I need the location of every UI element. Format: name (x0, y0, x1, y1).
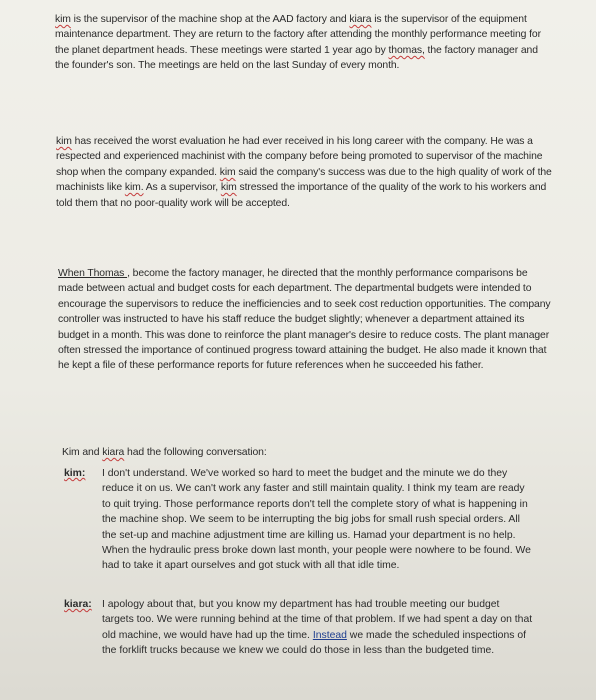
speech-text (102, 597, 534, 659)
speech-text: I don't understand. We've worked so hard to meet the budget and the minute we do they reduce it on us. We can't work any faster and still maintain quality. I think my team are ready to quit trying. Those performance reports don't tell the complete story of what is happening in the machine shop. We seem to be interrupting the big jobs for small rush special orders. All the set-up and machine adjustment time are killing us. Hamad your department is no help. When the hydraulic press broke down last month, your people were nowhere to be found. We had to take it apart ourselves and got stuck with all that idle time. (102, 468, 531, 572)
paragraph-text: , become the factory manager, he directed that the monthly performance comparisons be made between actual and budget costs for each department. The departmental budgets were intended to encourage the supervisors to reduce the inefficiencies and to seek cost reduction opportunities. The company controller was instructed to have his staff reduce the budget slightly; whenever a department attained its budget in a month. This was done to reinforce the plant manager's desire to reduce costs. The plant manager often stressed the importance of continued progress toward attaining the budget. He also made it known that he kept a file of these performance reports for future references when he succeeded his father. (58, 268, 551, 372)
name-kim: kim (56, 136, 72, 147)
conversation-intro (62, 445, 558, 460)
paragraph-text: the factory manager and the founder's son. The meetings are held on the last Sunday of every month. (55, 44, 538, 72)
paragraph-text: is the supervisor of the equipment maintenance department. They are return to the factory after attending the monthly performance meeting for the planet department heads. These meetings were started 1 year ago by (55, 14, 541, 56)
paragraph-text: said the company's success was due to the high quality of work of the machinists like (56, 166, 552, 194)
paragraph-text: has received the worst evaluation he had ever received in his long career with the company. He was a respected and experienced machinist with the company before being promoted to supervisor of the machine shop when the company expanded. (56, 136, 543, 178)
name-kim: kim. (124, 182, 144, 194)
paragraph-text: stressed the importance of the quality of the work to his workers and told them that no poor-quality work will be accepted. (56, 182, 547, 209)
name-kim: kim (219, 166, 236, 178)
speech-underlined-word: Instead (312, 629, 347, 641)
dialogue-entry-kim (64, 466, 534, 574)
name-kiara: kiara (102, 447, 125, 458)
name-kim: kim (55, 14, 71, 25)
intro-text: Kim and (62, 447, 103, 458)
paragraph-lead: When Thomas (58, 268, 128, 279)
speech-text-part: I apology about that, but you know my department has had trouble meeting our budget targets too. We were running behind at the time of that problem. If we had spent a day on that old machine, we would have had up the time. (102, 599, 533, 641)
speech-text-part: we made the scheduled inspections of the forklift trucks because we knew we could do those in less than the budgeted time. (102, 629, 526, 657)
paragraph-1 (55, 12, 551, 74)
paragraph-text: As a supervisor, (143, 182, 221, 194)
paragraph-2 (56, 134, 552, 211)
paragraph-text: is the supervisor of the machine shop at the AAD factory and (70, 14, 350, 25)
name-thomas: thomas, (388, 44, 425, 56)
paragraph-3 (58, 266, 554, 374)
name-kiara: kiara (349, 14, 372, 25)
speaker-label: kiara: (64, 599, 92, 610)
name-kim: kim (220, 182, 237, 194)
speaker-label: kim: (64, 468, 86, 479)
intro-text: had the following conversation: (124, 447, 267, 458)
dialogue-entry-kiara (64, 597, 534, 659)
